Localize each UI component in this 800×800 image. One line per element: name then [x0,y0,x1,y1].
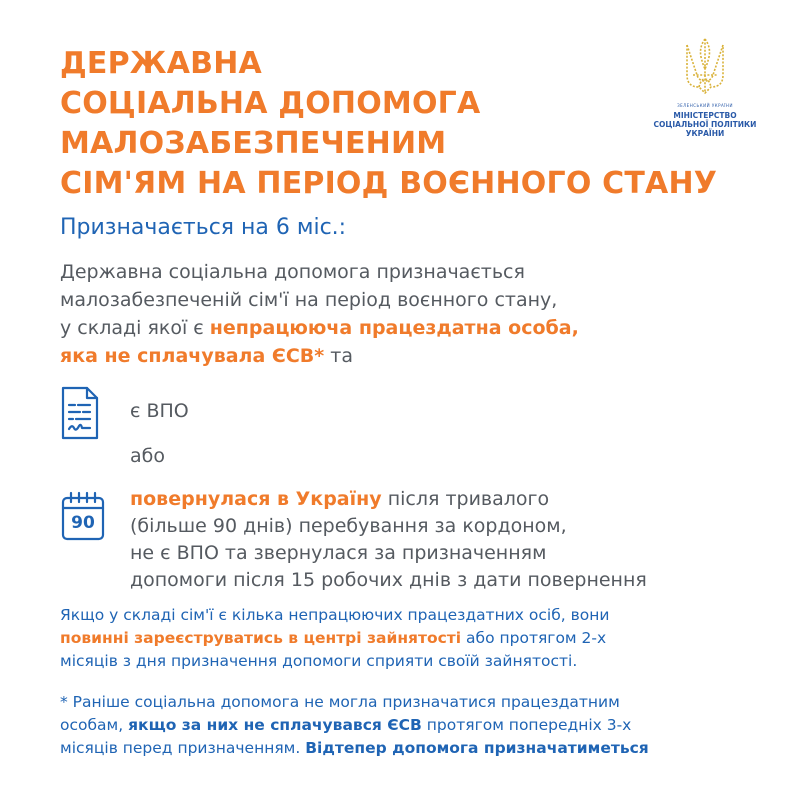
ministry-name-line-3: УКРАЇНИ [685,129,725,138]
returned-line-2: (більше 90 днів) перебування за кордоном, [130,515,567,537]
ministry-name-line-1: МІНІСТЕРСТВО [673,111,737,120]
footnote [60,691,770,760]
ministry-logo [640,35,770,138]
note-line-2-text: або протягом 2-х [461,629,607,647]
intro-highlight-1: непрацююча працездатна особа, [209,317,579,339]
footnote-line-3 [60,737,770,760]
ministry-name-line-2: СОЦІАЛЬНОЇ ПОЛІТИКИ [653,120,757,129]
intro-highlight-2: яка не сплачувала ЄСВ* [60,345,325,367]
calendar-icon [60,490,106,542]
note-line-3: місяців з дня призначення допомоги сприяти своїй зайнятості. [60,652,578,670]
document-icon [60,385,100,441]
intro-line-2: малозабезпеченій сім'ї на період воєнного стану, [60,289,558,311]
trident-icon [679,35,731,99]
intro-line-3 [60,314,750,342]
ministry-name [640,111,770,138]
note-line-2 [60,627,760,650]
title-line-1: ДЕРЖАВНА [60,46,262,81]
footnote-line-2 [60,714,770,737]
footnote-bold-2: Відтепер допомога призначатиметься [305,739,649,757]
title-line-4: СІМ'ЯМ НА ПЕРІОД ВОЄННОГО СТАНУ [60,166,718,201]
intro-line-3-text: у складі якої є [60,317,210,339]
footnote-line-2-text-b: протягом попередніх 3-х [421,716,632,734]
footnote-bold-1: якщо за них не сплачувався ЄСВ [128,716,422,734]
footnote-line-2-text-a: особам, [60,716,129,734]
intro-line-4-text: та [324,345,353,367]
returned-line-4: допомоги після 15 робочих днів з дати повернення [130,569,647,591]
condition-or: або [130,445,165,467]
returned-line-3: не є ВПО та звернулася за призначенням [130,542,547,564]
condition-vpo: є ВПО [130,400,189,422]
logo-small-text: ЗЕЛЕНСЬКИЙ УКРАЇНИ [677,103,733,108]
employment-note [60,604,760,673]
duration-subtitle: Призначається на 6 міс.: [60,215,347,240]
calendar-number: 90 [71,513,95,533]
note-line-1: Якщо у складі сім'ї є кілька непрацюючих працездатних осіб, вони [60,606,610,624]
returned-highlight: повернулася в Україну [130,488,382,510]
note-highlight: повинні зареєструватись в центрі зайнятості [60,629,462,647]
page-title [60,44,717,204]
returned-line-1-text: після тривалого [381,488,550,510]
title-line-3: МАЛОЗАБЕЗПЕЧЕНИМ [60,126,447,161]
footnote-line-3-text: місяців перед призначенням. [60,739,306,757]
condition-returned [130,486,647,594]
returned-line-1 [130,486,647,513]
intro-line-4 [60,342,750,370]
footnote-line-1: * Раніше соціальна допомога не могла призначатися працездатним [60,693,620,711]
title-line-2: СОЦІАЛЬНА ДОПОМОГА [60,86,481,121]
intro-line-1: Державна соціальна допомога призначається [60,261,525,283]
intro-paragraph [60,258,750,370]
